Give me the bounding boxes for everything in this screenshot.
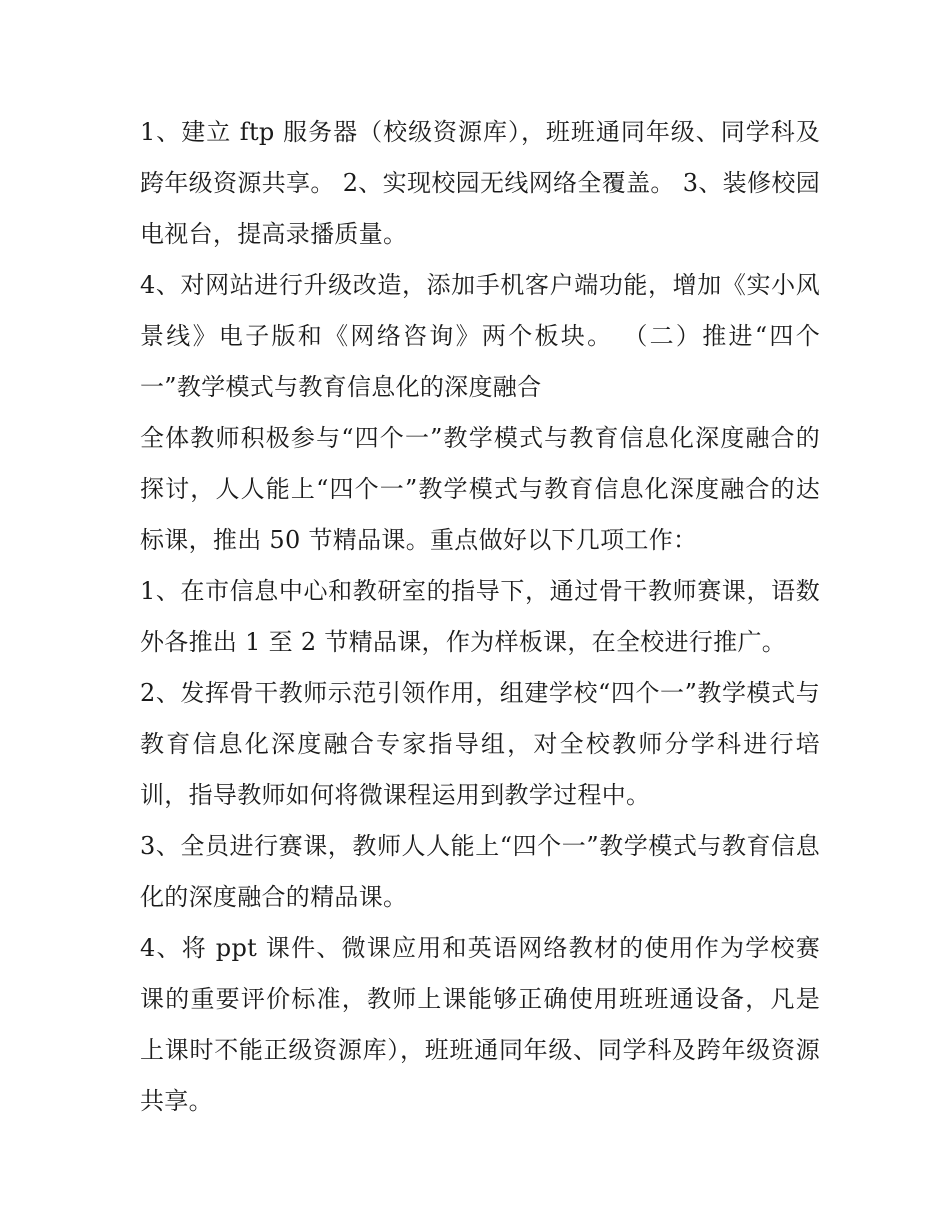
document-page: [140, 107, 820, 1127]
paragraph-infrastructure: 1、建立 ftp 服务器（校级资源库），班班通同年级、同学科及跨年级资源共享。 2、实现校园无线网络全覆盖。 3、装修校园电视台，提高录播质量。: [140, 118, 820, 248]
paragraph-item-2: 2、发挥骨干教师示范引领作用，组建学校“四个一”教学模式与教育信息化深度融合专家指导组，对全校教师分学科进行培训，指导教师如何将微课程运用到教学过程中。: [140, 679, 820, 809]
paragraph-item-3: 3、全员进行赛课，教师人人能上“四个一”教学模式与教育信息化的深度融合的精品课。: [140, 832, 820, 911]
paragraph-item-4: 4、将 ppt 课件、微课应用和英语网络教材的使用作为学校赛课的重要评价标准，教师上课能够正确使用班班通设备，凡是上课时不能正级资源库），班班通同年级、同学科及跨年级资源共享。: [140, 934, 820, 1115]
paragraph-teacher-participation: 全体教师积极参与“四个一”教学模式与教育信息化深度融合的探讨，人人能上“四个一”教学模式与教育信息化深度融合的达标课，推出 50 节精品课。重点做好以下几项工作：: [140, 424, 820, 554]
paragraph-website-upgrade: 4、对网站进行升级改造，添加手机客户端功能，增加《实小风景线》电子版和《网络咨询》两个板块。 （二）推进“四个一”教学模式与教育信息化的深度融合: [140, 271, 820, 401]
paragraph-item-1: 1、在市信息中心和教研室的指导下，通过骨干教师赛课，语数外各推出 1 至 2 节精品课，作为样板课，在全校进行推广。: [140, 577, 820, 656]
